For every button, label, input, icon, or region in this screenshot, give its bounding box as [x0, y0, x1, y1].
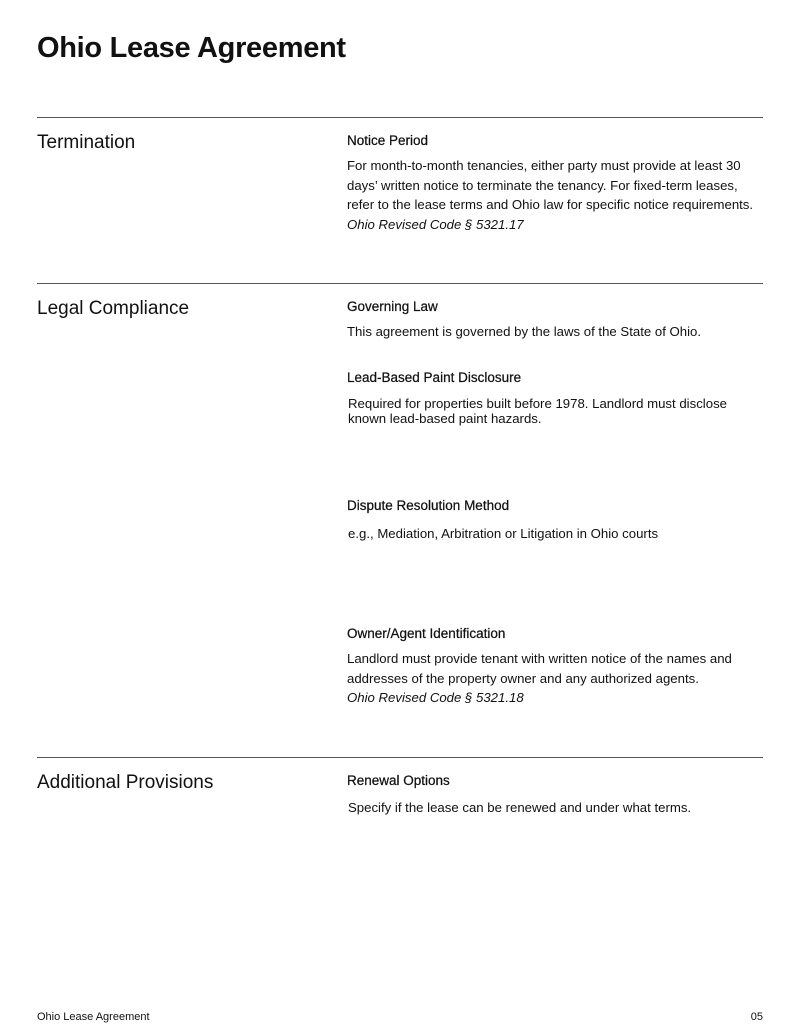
field-governing-law	[347, 298, 767, 342]
field-text-renewal-options: Specify if the lease can be renewed and under what terms.	[348, 800, 692, 815]
footer-page-number: 05	[750, 1011, 763, 1023]
section-title-termination: Termination	[37, 132, 136, 153]
field-owner-agent-identification	[347, 625, 742, 708]
section-divider-termination	[37, 117, 763, 118]
document-title: Ohio Lease Agreement	[37, 32, 346, 64]
field-text-notice-period: For month-to-month tenancies, either party must provide at least 30 days’ written notice to terminate the tenancy. For fixed-term leases, refer to the lease terms and Ohio law for specific notice requirements.	[347, 158, 754, 212]
field-label-owner-agent-identification: Owner/Agent Identification	[347, 626, 506, 641]
field-renewal-options	[347, 772, 767, 815]
field-lead-paint-disclosure	[347, 369, 737, 426]
section-title-additional-provisions: Additional Provisions	[37, 772, 214, 793]
field-dispute-resolution	[347, 497, 767, 541]
citation-notice-period: Ohio Revised Code § 5321.17	[347, 216, 524, 232]
field-label-lead-paint-disclosure: Lead-Based Paint Disclosure	[347, 370, 522, 385]
field-label-governing-law: Governing Law	[347, 299, 438, 314]
field-text-dispute-resolution: e.g., Mediation, Arbitration or Litigation in Ohio courts	[348, 526, 659, 541]
field-text-owner-agent-identification: Landlord must provide tenant with written notice of the names and addresses of the property owner and any authorized agents.	[347, 651, 732, 686]
section-title-legal-compliance: Legal Compliance	[37, 298, 190, 319]
citation-owner-agent-identification: Ohio Revised Code § 5321.18	[347, 690, 524, 705]
section-divider-legal-compliance	[37, 283, 763, 284]
field-label-renewal-options: Renewal Options	[347, 773, 450, 788]
footer-document-name: Ohio Lease Agreement	[37, 1011, 150, 1023]
section-divider-additional-provisions	[37, 757, 763, 758]
field-text-lead-paint-disclosure: Required for properties built before 1978. Landlord must disclose known lead-based paint hazards.	[348, 396, 727, 426]
field-label-notice-period: Notice Period	[347, 133, 429, 148]
field-text-governing-law: This agreement is governed by the laws of the State of Ohio.	[347, 324, 702, 339]
field-notice-period	[347, 132, 763, 234]
field-label-dispute-resolution: Dispute Resolution Method	[347, 498, 510, 513]
